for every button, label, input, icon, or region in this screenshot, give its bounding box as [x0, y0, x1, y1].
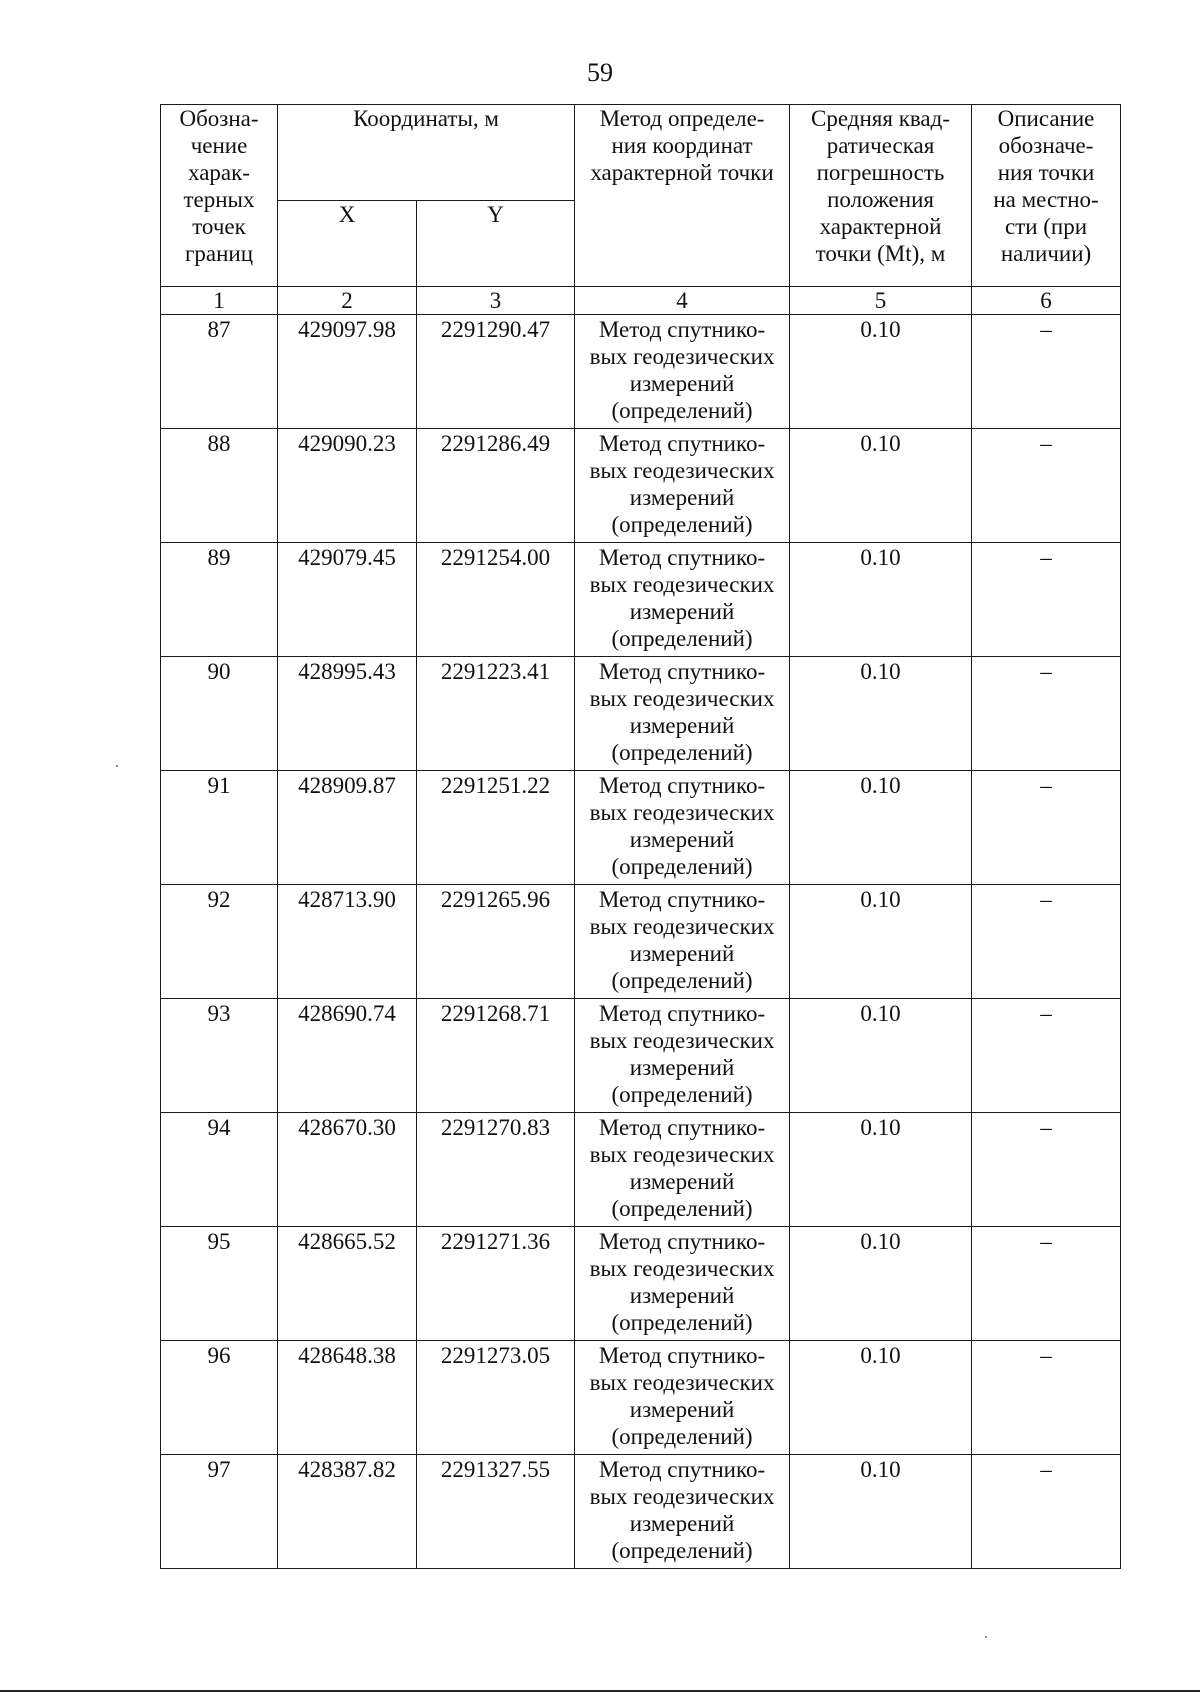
- point-id-cell: 90: [161, 657, 278, 771]
- mean-square-error-cell: 0.10: [790, 315, 972, 429]
- table-row: [161, 885, 1121, 999]
- x-coordinate-cell: 428387.82: [278, 1455, 417, 1569]
- description-cell: –: [972, 1455, 1121, 1569]
- method-cell: Метод спутнико- вых геодезических измерений (определений): [575, 885, 790, 999]
- x-coordinate-cell: 429090.23: [278, 429, 417, 543]
- table-row: [161, 657, 1121, 771]
- mean-square-error-cell: 0.10: [790, 657, 972, 771]
- y-coordinate-cell: 2291270.83: [417, 1113, 575, 1227]
- description-cell: –: [972, 1113, 1121, 1227]
- table-row: [161, 429, 1121, 543]
- x-coordinate-cell: 428690.74: [278, 999, 417, 1113]
- point-id-cell: 93: [161, 999, 278, 1113]
- coordinates-table: [160, 104, 1121, 1569]
- description-cell: –: [972, 315, 1121, 429]
- scan-speck: [985, 1636, 987, 1638]
- table-row: [161, 1113, 1121, 1227]
- y-coordinate-cell: 2291251.22: [417, 771, 575, 885]
- point-id-cell: 91: [161, 771, 278, 885]
- column-number: 4: [575, 287, 790, 315]
- method-cell: Метод спутнико- вых геодезических измерений (определений): [575, 657, 790, 771]
- y-coordinate-cell: 2291290.47: [417, 315, 575, 429]
- point-id-cell: 94: [161, 1113, 278, 1227]
- header-point-description: Описание обозначе- ния точки на местно- сти (при наличии): [972, 105, 1121, 287]
- description-cell: –: [972, 771, 1121, 885]
- header-point-designation: Обозна- чение харак- терных точек границ: [161, 105, 278, 287]
- y-coordinate-cell: 2291273.05: [417, 1341, 575, 1455]
- header-method: Метод определе- ния координат характерной точки: [575, 105, 790, 287]
- mean-square-error-cell: 0.10: [790, 885, 972, 999]
- mean-square-error-cell: 0.10: [790, 999, 972, 1113]
- description-cell: –: [972, 885, 1121, 999]
- mean-square-error-cell: 0.10: [790, 1341, 972, 1455]
- header-x: X: [278, 201, 417, 287]
- table-row: [161, 1227, 1121, 1341]
- y-coordinate-cell: 2291327.55: [417, 1455, 575, 1569]
- mean-square-error-cell: 0.10: [790, 429, 972, 543]
- description-cell: –: [972, 999, 1121, 1113]
- method-cell: Метод спутнико- вых геодезических измерений (определений): [575, 429, 790, 543]
- description-cell: –: [972, 1341, 1121, 1455]
- method-cell: Метод спутнико- вых геодезических измерений (определений): [575, 1227, 790, 1341]
- column-number: 6: [972, 287, 1121, 315]
- table-row: [161, 999, 1121, 1113]
- mean-square-error-cell: 0.10: [790, 1455, 972, 1569]
- method-cell: Метод спутнико- вых геодезических измерений (определений): [575, 1113, 790, 1227]
- table-row: [161, 315, 1121, 429]
- y-coordinate-cell: 2291286.49: [417, 429, 575, 543]
- mean-square-error-cell: 0.10: [790, 771, 972, 885]
- header-coordinates: Координаты, м: [278, 105, 575, 201]
- page-number: 59: [587, 58, 613, 87]
- point-id-cell: 92: [161, 885, 278, 999]
- mean-square-error-cell: 0.10: [790, 1113, 972, 1227]
- scan-speck: [116, 765, 118, 767]
- y-coordinate-cell: 2291268.71: [417, 999, 575, 1113]
- x-coordinate-cell: 428665.52: [278, 1227, 417, 1341]
- x-coordinate-cell: 429079.45: [278, 543, 417, 657]
- table-row: [161, 543, 1121, 657]
- method-cell: Метод спутнико- вых геодезических измерений (определений): [575, 543, 790, 657]
- description-cell: –: [972, 657, 1121, 771]
- point-id-cell: 97: [161, 1455, 278, 1569]
- point-id-cell: 89: [161, 543, 278, 657]
- header-y: Y: [417, 201, 575, 287]
- table-row: [161, 1341, 1121, 1455]
- column-number: 1: [161, 287, 278, 315]
- point-id-cell: 96: [161, 1341, 278, 1455]
- method-cell: Метод спутнико- вых геодезических измерений (определений): [575, 1341, 790, 1455]
- x-coordinate-cell: 428909.87: [278, 771, 417, 885]
- x-coordinate-cell: 428713.90: [278, 885, 417, 999]
- y-coordinate-cell: 2291223.41: [417, 657, 575, 771]
- mean-square-error-cell: 0.10: [790, 543, 972, 657]
- mean-square-error-cell: 0.10: [790, 1227, 972, 1341]
- y-coordinate-cell: 2291254.00: [417, 543, 575, 657]
- x-coordinate-cell: 428648.38: [278, 1341, 417, 1455]
- method-cell: Метод спутнико- вых геодезических измерений (определений): [575, 771, 790, 885]
- description-cell: –: [972, 1227, 1121, 1341]
- header-mean-square-error: Средняя квад- ратическая погрешность положения характерной точки (Mt), м: [790, 105, 972, 287]
- x-coordinate-cell: 428995.43: [278, 657, 417, 771]
- description-cell: –: [972, 429, 1121, 543]
- x-coordinate-cell: 428670.30: [278, 1113, 417, 1227]
- point-id-cell: 88: [161, 429, 278, 543]
- point-id-cell: 87: [161, 315, 278, 429]
- method-cell: Метод спутнико- вых геодезических измерений (определений): [575, 315, 790, 429]
- column-number: 3: [417, 287, 575, 315]
- method-cell: Метод спутнико- вых геодезических измерений (определений): [575, 999, 790, 1113]
- method-cell: Метод спутнико- вых геодезических измерений (определений): [575, 1455, 790, 1569]
- column-number: 5: [790, 287, 972, 315]
- point-id-cell: 95: [161, 1227, 278, 1341]
- table-row: [161, 1455, 1121, 1569]
- y-coordinate-cell: 2291265.96: [417, 885, 575, 999]
- table-row: [161, 771, 1121, 885]
- y-coordinate-cell: 2291271.36: [417, 1227, 575, 1341]
- column-number: 2: [278, 287, 417, 315]
- x-coordinate-cell: 429097.98: [278, 315, 417, 429]
- scan-bottom-edge: [0, 1690, 1200, 1692]
- description-cell: –: [972, 543, 1121, 657]
- column-number-row: [161, 287, 1121, 315]
